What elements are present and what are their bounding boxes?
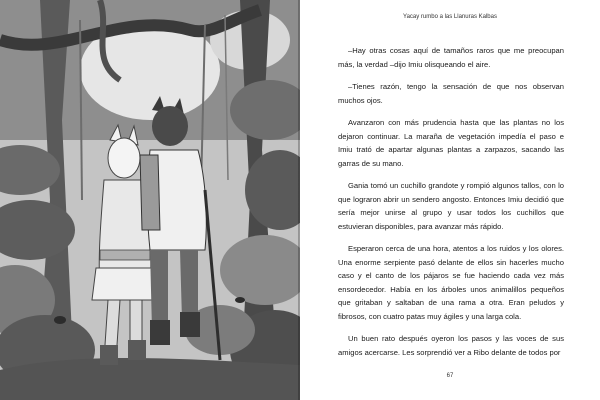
paragraph: Un buen rato después oyeron los pasos y las voces de sus amigos acercarse. Les sorprendió ver a Ribo delante de todos por [338,334,564,357]
paragraph: Avanzaron con más prudencia hasta que las plantas no los dejaron continuar. La maraña de vegetación impedía el paso e Imiu trató de apartar algunas plantas a zarpazos, sacando las garras de su mano. [338,118,564,168]
paragraph: Gania tomó un cuchillo grandote y rompió algunos tallos, con lo que lograron abrir un sendero angosto. Entonces Imiu decidió que sería mejor unirse al grupo y usar todos los cuchillos que estuvieran disponibles, para avanzar más rápido. [338,181,564,231]
paragraph: –Tienes razón, tengo la sensación de que nos observan muchos ojos. [338,82,564,105]
text-page [300,0,600,400]
paragraph: Esperaron cerca de una hora, atentos a los ruidos y los olores. Una enorme serpiente pasó delante de ellos sin hacerles mucho caso y el canto de los pájaros se fue haciendo cada vez más ensordecedor. Había en los árboles unos animalillos pequeños que gritaban y saltaban de una rama a otra. Eran peludos y fibrosos, con cuatro patas muy ágiles y una larga cola. [338,244,564,321]
body-text [338,44,564,368]
paragraph: –Hay otras cosas aquí de tamaños raros que me preocupan más, la verdad –dijo Imiu olisqueando el aire. [338,46,564,69]
running-head: Yacay rumbo a las Llanuras Kalbas [403,14,497,20]
page-number: 67 [446,373,454,379]
